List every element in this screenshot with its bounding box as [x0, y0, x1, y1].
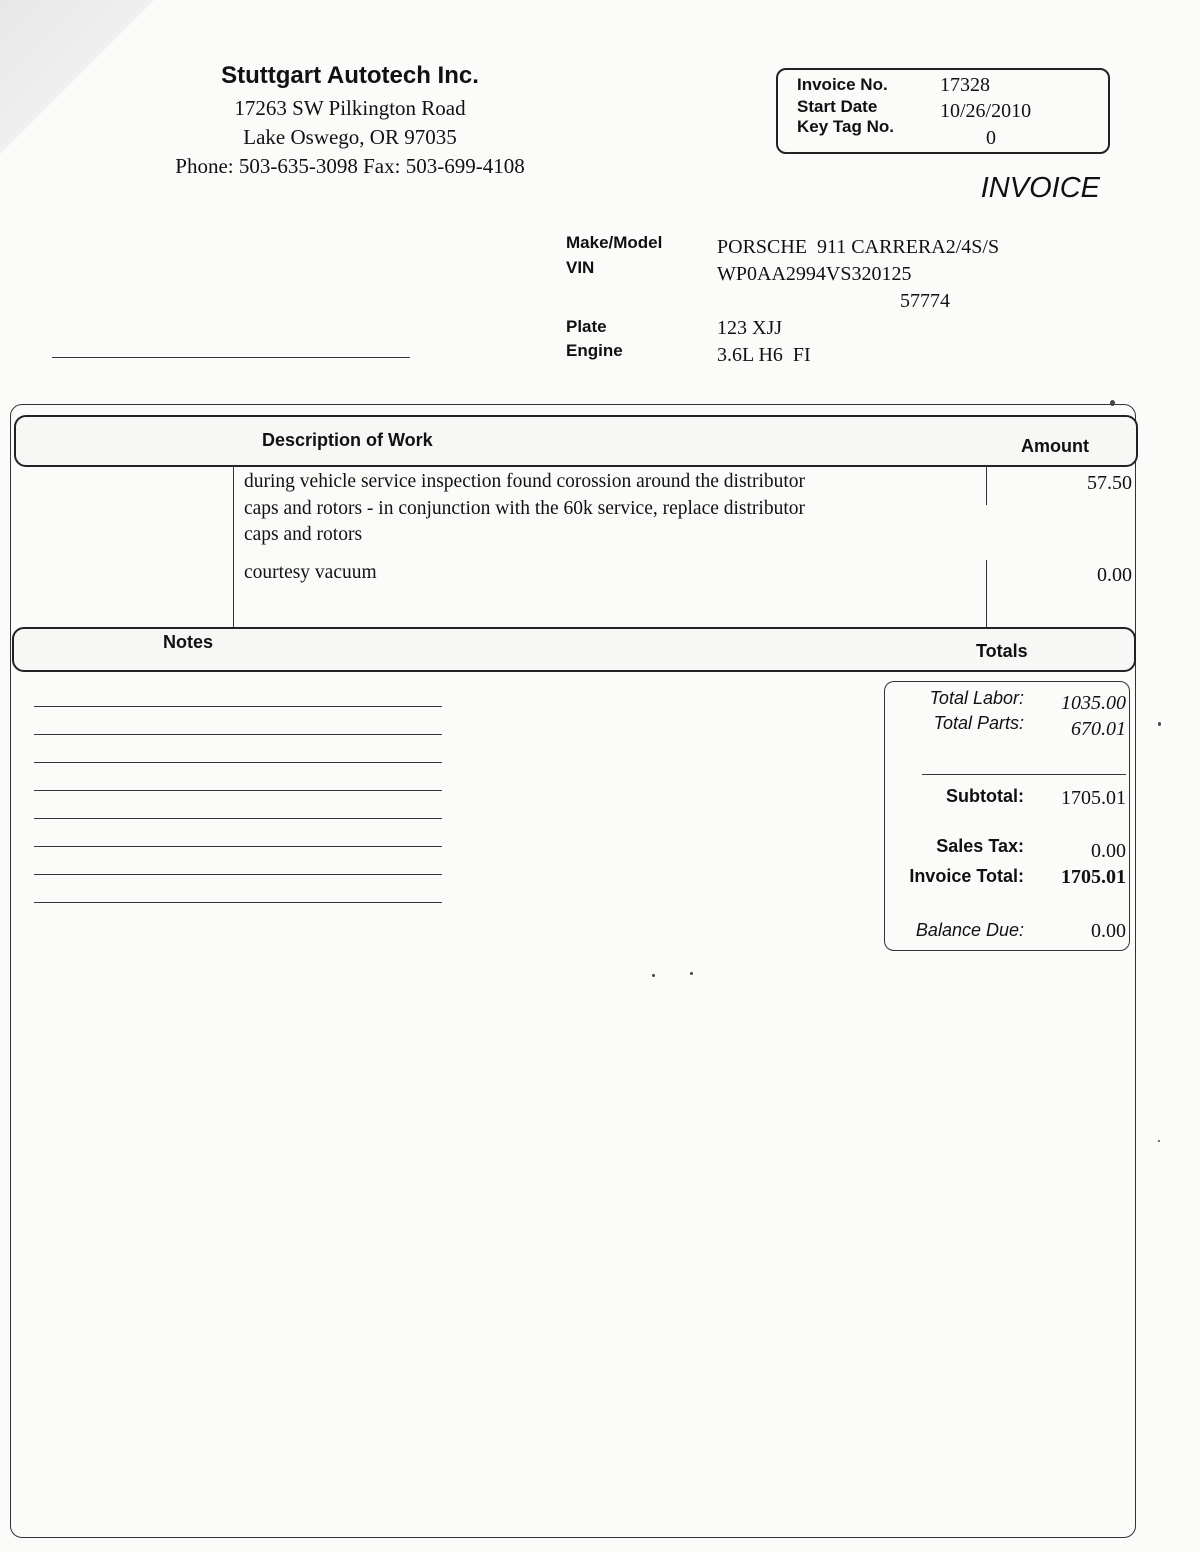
scan-speck — [1158, 1140, 1160, 1142]
invoice-number-value: 17328 — [940, 74, 990, 96]
scan-speck — [690, 972, 693, 975]
notes-line — [34, 846, 442, 847]
amount-header: Amount — [1021, 436, 1089, 456]
balance-due-label: Balance Due: — [915, 920, 1024, 940]
company-phone-fax: Phone: 503-635-3098 Fax: 503-699-4108 — [175, 154, 525, 178]
subtotal-label: Subtotal: — [946, 786, 1024, 806]
totals-rule — [922, 774, 1126, 775]
total-parts-value: 670.01 — [1071, 718, 1126, 740]
description-header: Description of Work — [262, 430, 433, 450]
sales-tax-value: 0.00 — [1091, 840, 1126, 862]
key-tag-value: 0 — [986, 127, 996, 149]
amount-divider-row1 — [986, 465, 987, 505]
notes-line — [34, 790, 442, 791]
notes-line — [34, 818, 442, 819]
notes-line — [34, 706, 442, 707]
balance-due-value: 0.00 — [1091, 920, 1126, 942]
customer-signature-line — [52, 357, 410, 358]
vin-label: VIN — [566, 258, 595, 277]
scan-speck — [1110, 400, 1115, 406]
engine-value: 3.6L H6 FI — [717, 344, 811, 366]
work-item-line: caps and rotors - in conjunction with the 60k service, replace distributor — [244, 497, 806, 519]
paper-fold-shadow — [0, 0, 170, 210]
company-address-line2: Lake Oswego, OR 97035 — [243, 125, 457, 149]
document-title: INVOICE — [980, 172, 1100, 204]
subtotal-value: 1705.01 — [1061, 787, 1126, 809]
scan-speck — [1158, 722, 1161, 726]
scan-speck — [652, 974, 655, 977]
engine-label: Engine — [566, 341, 623, 360]
company-address-line1: 17263 SW Pilkington Road — [234, 96, 466, 120]
company-name: Stuttgart Autotech Inc. — [221, 62, 479, 89]
sales-tax-label: Sales Tax: — [936, 836, 1024, 856]
plate-label: Plate — [566, 317, 607, 336]
total-parts-label: Total Parts: — [933, 713, 1024, 733]
work-item-description — [244, 560, 894, 587]
work-item-line: courtesy vacuum — [244, 562, 377, 583]
work-item-line: caps and rotors — [244, 524, 363, 545]
total-labor-value: 1035.00 — [1061, 692, 1126, 714]
start-date-value: 10/26/2010 — [940, 100, 1032, 122]
notes-line — [34, 734, 442, 735]
notes-line — [34, 874, 442, 875]
work-item-description — [244, 469, 894, 549]
mileage-value: 57774 — [900, 290, 950, 312]
key-tag-label: Key Tag No. — [797, 117, 894, 136]
work-item-amount: 57.50 — [1087, 472, 1132, 494]
notes-line — [34, 902, 442, 903]
invoice-number-label: Invoice No. — [797, 75, 888, 94]
notes-header: Notes — [163, 632, 214, 652]
invoice-total-label: Invoice Total: — [909, 866, 1024, 886]
work-header-bar — [14, 415, 1138, 467]
make-model-label: Make/Model — [566, 233, 663, 252]
notes-line — [34, 762, 442, 763]
description-left-divider — [233, 465, 234, 629]
invoice-total-value: 1705.01 — [1061, 866, 1126, 888]
plate-value: 123 XJJ — [717, 317, 783, 339]
make-model-value: PORSCHE 911 CARRERA2/4S/S — [717, 236, 1000, 258]
work-item-line: during vehicle service inspection found corossion around the distributor — [244, 471, 806, 492]
vin-value: WP0AA2994VS320125 — [717, 263, 912, 285]
work-item-amount: 0.00 — [1097, 564, 1132, 586]
totals-header: Totals — [976, 641, 1028, 661]
start-date-label: Start Date — [797, 97, 878, 116]
amount-divider-row2 — [986, 560, 987, 628]
total-labor-label: Total Labor: — [929, 688, 1024, 708]
